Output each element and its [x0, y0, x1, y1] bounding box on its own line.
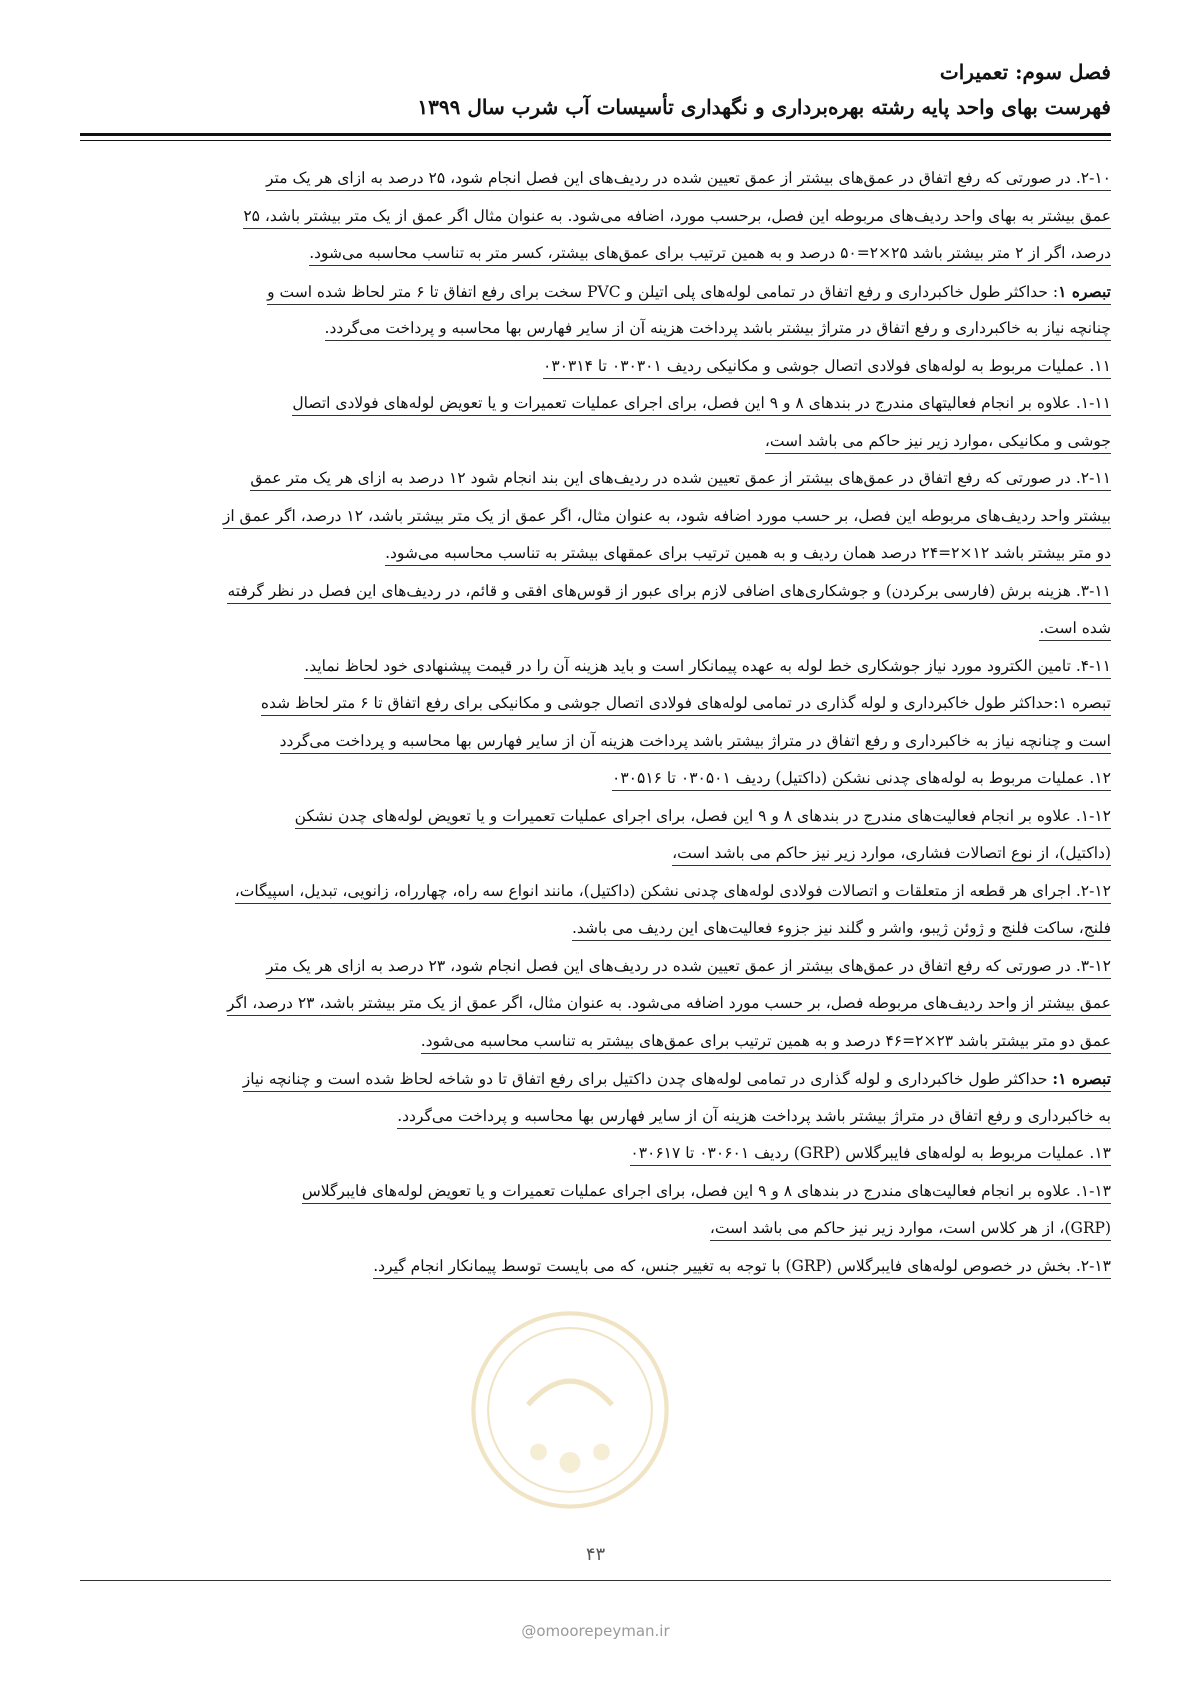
text-line-content — [630, 1144, 1111, 1166]
line-text: دو متر بیشتر باشد ۱۲×۲=۲۴ درصد همان ردیف و به همین ترتیب برای عمقهای بیشتر به تناسب محاسبه می‌شود. — [385, 544, 1111, 562]
line-text: بیشتر واحد ردیف‌های مربوطه این فصل، بر حسب مورد اضافه شود، به عنوان مثال، اگر عمق از یک متر بیشتر باشد، ۱۲ درصد، اگر عمق از — [222, 506, 1111, 525]
text-line-content — [227, 582, 1111, 604]
line-text: : حداکثر طول خاکبرداری و رفع اتفاق در تمامی لوله‌های پلی اتیلن و PVC سخت برای رفع اتفاق تا ۶ متر لحاظ شده است و — [267, 282, 1059, 301]
text-line-content — [710, 1219, 1111, 1241]
line-text: ۲-۱۰. در صورتی که رفع اتفاق در عمق‌های بیشتر از عمق تعیین شده در ردیف‌های این فصل انجام شود، ۲۵ درصد به ازای هر یک متر — [265, 169, 1111, 187]
line-text: (GRP)، از هر کلاس است، موارد زیر نیز حاکم می باشد است، — [709, 1219, 1111, 1237]
line-text: عمق دو متر بیشتر باشد ۲۳×۲=۴۶ درصد و به همین ترتیب برای عمق‌های بیشتر به تناسب محاسبه می‌شود. — [420, 1031, 1111, 1050]
text-line — [80, 610, 1111, 648]
text-line-content — [672, 844, 1111, 866]
text-line — [80, 235, 1111, 273]
line-text: تبصره ۱:حداکثر طول خاکبرداری و لوله گذاری در تمامی لوله‌های فولادی اتصال جوشی و مکانیکی برای رفع اتفاق تا ۶ متر لحاظ شده — [260, 694, 1111, 712]
line-text: درصد، اگر از ۲ متر بیشتر باشد ۲۵×۲=۵۰ درصد و به همین ترتیب برای عمق‌های بیشتر، کسر متر به تناسب محاسبه می‌شود. — [309, 244, 1111, 262]
text-line — [80, 835, 1111, 873]
line-text: است و چنانچه نیاز به خاکبرداری و رفع اتفاق در متراژ بیشتر باشد پرداخت هزینه آن از سایر فهارس بها محاسبه و پرداخت می‌گردد — [279, 731, 1111, 750]
text-line — [80, 1060, 1111, 1098]
text-line-content — [266, 957, 1111, 979]
publisher-seal-icon — [465, 1305, 675, 1515]
text-line — [80, 535, 1111, 573]
text-line-content — [304, 657, 1111, 679]
line-text: ۴-۱۱. تامین الکترود مورد نیاز جوشکاری خط لوله به عهده پیمانکار است و باید هزینه آن را در قیمت پیشنهادی خود لحاظ نماید. — [304, 656, 1111, 675]
text-line — [80, 423, 1111, 461]
line-text: عمق بیشتر به بهای واحد ردیف‌های مربوطه این فصل، برحسب مورد، اضافه می‌شود. به عنوان مثال اگر عمق از یک متر بیشتر باشد، ۲۵ — [243, 206, 1111, 225]
line-text: ۱-۱۳. علاوه بر انجام فعالیت‌های مندرج در بندهای ۸ و ۹ این فصل، برای اجرای عملیات تعمیرات و یا تعویض لوله‌های فایبرگلاس — [301, 1181, 1111, 1200]
line-text: ۲-۱۳. بخش در خصوص لوله‌های فایبرگلاس (GRP) با توجه به تغییر جنس، که می بایست توسط پیمانکار انجام گیرد. — [373, 1256, 1111, 1275]
line-text: ۳-۱۲. در صورتی که رفع اتفاق در عمق‌های بیشتر از عمق تعیین شده در ردیف‌های این فصل انجام شود، ۲۳ درصد به ازای هر یک متر — [265, 956, 1111, 975]
document-title: فهرست بهای واحد پایه رشته بهره‌برداری و نگهداری تأسیسات آب شرب سال ۱۳۹۹ — [417, 95, 1111, 119]
line-text: ۱۳. عملیات مربوط به لوله‌های فایبرگلاس (GRP) ردیف ۰۳۰۶۰۱ تا ۰۳۰۶۱۷ — [630, 1144, 1111, 1162]
text-line — [80, 1023, 1111, 1061]
text-line — [80, 310, 1111, 348]
line-text: (داکتیل)، از نوع اتصالات فشاری، موارد زیر نیز حاکم می باشد است، — [672, 844, 1111, 862]
text-line — [80, 985, 1111, 1023]
text-line — [80, 798, 1111, 836]
text-line-content — [267, 283, 1111, 305]
text-line — [80, 948, 1111, 986]
page-number: ۴۳ — [585, 1544, 606, 1565]
text-line — [80, 460, 1111, 498]
line-text: ۲-۱۱. در صورتی که رفع اتفاق در عمق‌های بیشتر از عمق تعیین شده در ردیف‌های این بند انجام شود ۱۲ درصد به ازای هر یک متر عمق — [250, 469, 1111, 487]
text-line — [80, 573, 1111, 611]
line-text: ۳-۱۱. هزینه برش (فارسی برکردن) و جوشکاری‌های اضافی لازم برای عبور از قوس‌های افقی و قائم، در ردیف‌های این فصل در نظر گرفته — [227, 581, 1111, 600]
page-header — [80, 58, 1111, 122]
text-line — [80, 723, 1111, 761]
chapter-title: فصل سوم: تعمیرات — [939, 60, 1111, 84]
text-line-content — [250, 469, 1111, 491]
website-watermark: @omoorepeyman.ir — [521, 1622, 670, 1640]
line-text: عمق بیشتر از واحد ردیف‌های مربوطه فصل، بر حسب مورد اضافه می‌شود. به عنوان مثال، اگر عمق از یک متر بیشتر باشد، ۲۳ درصد، اگر — [227, 994, 1111, 1012]
text-line-content — [572, 919, 1111, 941]
line-text: ۱۲. عملیات مربوط به لوله‌های چدنی نشکن (داکتیل) ردیف ۰۳۰۵۰۱ تا ۰۳۰۵۱۶ — [612, 769, 1111, 787]
line-text: جوشی و مکانیکی ،موارد زیر نیز حاکم می باشد است، — [764, 431, 1111, 450]
text-line — [80, 1248, 1111, 1286]
header-rule-thick — [80, 133, 1111, 136]
text-line — [80, 1135, 1111, 1173]
text-line-content — [235, 882, 1111, 904]
text-line — [80, 873, 1111, 911]
text-line-content — [373, 1257, 1111, 1279]
body-text — [80, 160, 1111, 1285]
text-line-content — [223, 507, 1111, 529]
note-label: تبصره ۱ — [1058, 281, 1111, 301]
text-line-content — [227, 994, 1111, 1016]
text-line-content — [243, 207, 1111, 229]
text-line-content — [421, 1032, 1111, 1054]
text-line — [80, 1210, 1111, 1248]
text-line-content — [280, 732, 1111, 754]
line-text: ۱۱. عملیات مربوط به لوله‌های فولادی اتصال جوشی و مکانیکی ردیف ۰۳۰۳۰۱ تا ۰۳۰۳۱۴ — [543, 356, 1111, 375]
text-line-content — [266, 169, 1111, 191]
line-text: فلنج، ساکت فلنج و ژوئن ژیبو، واشر و گلند نیز جزوء فعالیت‌های این ردیف می باشد. — [571, 919, 1111, 937]
text-line-content — [309, 244, 1111, 266]
line-text: ۱-۱۲. علاوه بر انجام فعالیت‌های مندرج در بندهای ۸ و ۹ این فصل، برای اجرای عملیات تعمیرات و یا تعویض لوله‌های چدن نشکن — [294, 806, 1111, 825]
text-line-content — [765, 432, 1111, 454]
text-line — [80, 348, 1111, 386]
text-line — [80, 385, 1111, 423]
text-line-content — [292, 394, 1111, 416]
text-line — [80, 685, 1111, 723]
line-text: حداکثر طول خاکبرداری و لوله گذاری در تمامی لوله‌های چدن داکتیل برای رفع اتفاق تا دو شاخه لحاظ شده است و چنانچه نیاز — [242, 1070, 1053, 1088]
text-line — [80, 648, 1111, 686]
text-line-content — [1039, 619, 1111, 641]
text-line-content — [612, 769, 1111, 791]
line-text: به خاکبرداری و رفع اتفاق در متراژ بیشتر باشد پرداخت هزینه آن از سایر فهارس بها محاسبه و پرداخت می‌گردد. — [397, 1106, 1111, 1125]
text-line-content — [261, 694, 1111, 716]
text-line-content — [325, 319, 1111, 341]
text-line-content — [302, 1182, 1111, 1204]
line-text: ۲-۱۲. اجرای هر قطعه از متعلقات و اتصالات فولادی لوله‌های چدنی نشکن (داکتیل)، مانند انواع سه راه، چهارراه، زانویی، تبدیل، اسپیگات، — [234, 881, 1111, 900]
text-line — [80, 498, 1111, 536]
line-text: چنانچه نیاز به خاکبرداری و رفع اتفاق در متراژ بیشتر باشد پرداخت هزینه آن از سایر فهارس بها محاسبه و پرداخت می‌گردد. — [324, 319, 1111, 337]
text-line — [80, 273, 1111, 311]
note-label: تبصره ۱: — [1052, 1069, 1111, 1088]
text-line-content — [385, 544, 1111, 566]
text-line-content — [243, 1070, 1111, 1092]
text-line-content — [543, 357, 1111, 379]
text-line — [80, 160, 1111, 198]
text-line-content — [295, 807, 1111, 829]
line-text: شده است. — [1039, 619, 1111, 637]
text-line — [80, 1098, 1111, 1136]
line-text: ۱-۱۱. علاوه بر انجام فعالیتهای مندرج در بندهای ۸ و ۹ این فصل، برای اجرای عملیات تعمیرات و یا تعویض لوله‌های فولادی اتصال — [292, 394, 1111, 412]
footer-rule — [80, 1580, 1111, 1581]
text-line — [80, 910, 1111, 948]
text-line — [80, 760, 1111, 798]
text-line — [80, 198, 1111, 236]
text-line — [80, 1173, 1111, 1211]
text-line-content — [397, 1107, 1111, 1129]
header-rule-thin — [80, 140, 1111, 141]
